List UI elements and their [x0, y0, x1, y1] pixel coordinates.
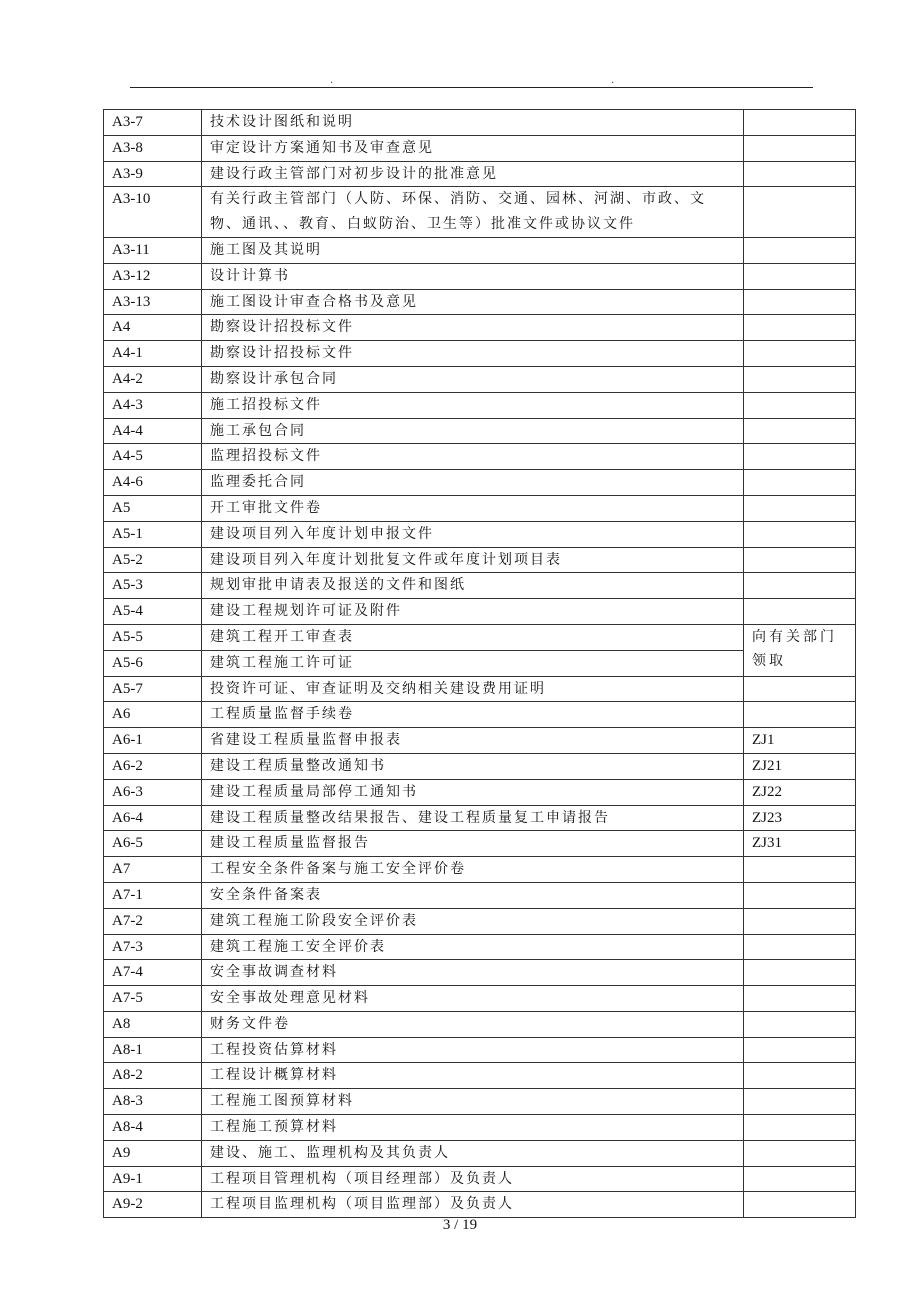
document-table [103, 109, 856, 1218]
row-note [744, 676, 856, 702]
row-code: A8-1 [104, 1037, 202, 1063]
row-code: A5-5 [104, 624, 202, 650]
row-code: A3-12 [104, 263, 202, 289]
row-code: A4-2 [104, 366, 202, 392]
row-name: 建筑工程施工安全评价表 [202, 934, 744, 960]
row-name: 设计计算书 [202, 263, 744, 289]
row-note [744, 444, 856, 470]
row-name: 施工承包合同 [202, 418, 744, 444]
row-note [744, 470, 856, 496]
table-row [104, 650, 856, 676]
row-note: ZJ22 [744, 779, 856, 805]
row-note [744, 521, 856, 547]
table-row [104, 110, 856, 136]
row-note [744, 1192, 856, 1218]
table-row [104, 135, 856, 161]
row-code: A8-2 [104, 1063, 202, 1089]
row-name: 建设工程规划许可证及附件 [202, 599, 744, 625]
row-name: 安全事故调查材料 [202, 960, 744, 986]
header-dot-right: . [611, 75, 615, 86]
row-name: 建设工程质量整改结果报告、建设工程质量复工申请报告 [202, 805, 744, 831]
table-row [104, 882, 856, 908]
row-note [744, 599, 856, 625]
row-code: A5-3 [104, 573, 202, 599]
row-code: A5-6 [104, 650, 202, 676]
row-note [744, 547, 856, 573]
row-name: 建设工程质量整改通知书 [202, 753, 744, 779]
table-row [104, 599, 856, 625]
row-name: 工程设计概算材料 [202, 1063, 744, 1089]
table-row [104, 934, 856, 960]
row-code: A5-7 [104, 676, 202, 702]
table-row [104, 547, 856, 573]
row-code: A7 [104, 857, 202, 883]
row-code: A9-1 [104, 1166, 202, 1192]
row-note [744, 237, 856, 263]
row-code: A6-1 [104, 728, 202, 754]
header-rule [130, 87, 813, 88]
row-note [744, 289, 856, 315]
table-row [104, 1063, 856, 1089]
page-number: 3 / 19 [442, 1217, 478, 1233]
row-note [744, 960, 856, 986]
row-note: ZJ23 [744, 805, 856, 831]
row-code: A5-1 [104, 521, 202, 547]
table-row [104, 1166, 856, 1192]
table-row [104, 366, 856, 392]
row-name: 建筑工程开工审查表 [202, 624, 744, 650]
row-name: 监理招投标文件 [202, 444, 744, 470]
table-row [104, 702, 856, 728]
row-note [744, 1037, 856, 1063]
table-row [104, 728, 856, 754]
header-dot-left: . [330, 75, 334, 86]
row-name: 投资许可证、审查证明及交纳相关建设费用证明 [202, 676, 744, 702]
row-name: 监理委托合同 [202, 470, 744, 496]
row-code: A3-10 [104, 187, 202, 238]
table-row [104, 444, 856, 470]
table-row [104, 805, 856, 831]
row-name: 勘察设计承包合同 [202, 366, 744, 392]
row-name: 建设、施工、监理机构及其负责人 [202, 1140, 744, 1166]
row-name: 勘察设计招投标文件 [202, 341, 744, 367]
table-row [104, 908, 856, 934]
table-row [104, 315, 856, 341]
row-note: 向有关部门领取 [744, 624, 856, 676]
row-name: 工程安全条件备案与施工安全评价卷 [202, 857, 744, 883]
row-code: A6-4 [104, 805, 202, 831]
row-note [744, 702, 856, 728]
table-row [104, 1115, 856, 1141]
row-code: A6-5 [104, 831, 202, 857]
row-note [744, 1063, 856, 1089]
table-row [104, 521, 856, 547]
row-code: A3-13 [104, 289, 202, 315]
row-name: 安全事故处理意见材料 [202, 986, 744, 1012]
row-note [744, 1089, 856, 1115]
row-code: A9-2 [104, 1192, 202, 1218]
row-note [744, 341, 856, 367]
row-name: 建设工程质量监督报告 [202, 831, 744, 857]
row-code: A8-4 [104, 1115, 202, 1141]
row-note: ZJ1 [744, 728, 856, 754]
table-row [104, 341, 856, 367]
table-row [104, 289, 856, 315]
row-note [744, 161, 856, 187]
row-name: 工程投资估算材料 [202, 1037, 744, 1063]
row-name: 建筑工程施工许可证 [202, 650, 744, 676]
row-code: A9 [104, 1140, 202, 1166]
table-row [104, 392, 856, 418]
row-note [744, 934, 856, 960]
row-code: A7-1 [104, 882, 202, 908]
table-row [104, 187, 856, 238]
row-code: A3-8 [104, 135, 202, 161]
row-name: 省建设工程质量监督申报表 [202, 728, 744, 754]
row-note [744, 315, 856, 341]
row-note [744, 187, 856, 238]
row-name: 工程施工图预算材料 [202, 1089, 744, 1115]
row-name: 开工审批文件卷 [202, 495, 744, 521]
row-note [744, 1011, 856, 1037]
row-code: A8 [104, 1011, 202, 1037]
row-name: 建设项目列入年度计划申报文件 [202, 521, 744, 547]
table-row [104, 753, 856, 779]
row-note [744, 1166, 856, 1192]
row-name: 安全条件备案表 [202, 882, 744, 908]
row-code: A3-7 [104, 110, 202, 136]
row-name: 建设项目列入年度计划批复文件或年度计划项目表 [202, 547, 744, 573]
row-name: 施工图及其说明 [202, 237, 744, 263]
row-code: A3-11 [104, 237, 202, 263]
row-code: A5-2 [104, 547, 202, 573]
row-name: 勘察设计招投标文件 [202, 315, 744, 341]
row-note: ZJ31 [744, 831, 856, 857]
row-note [744, 857, 856, 883]
row-name: 财务文件卷 [202, 1011, 744, 1037]
row-name: 工程项目管理机构（项目经理部）及负责人 [202, 1166, 744, 1192]
table-row [104, 1140, 856, 1166]
row-note [744, 392, 856, 418]
row-note [744, 573, 856, 599]
row-code: A5 [104, 495, 202, 521]
table-row [104, 831, 856, 857]
table-row [104, 1089, 856, 1115]
row-code: A5-4 [104, 599, 202, 625]
table-row [104, 418, 856, 444]
table-row [104, 857, 856, 883]
table-row [104, 960, 856, 986]
table-row [104, 1011, 856, 1037]
table-row [104, 624, 856, 650]
row-code: A3-9 [104, 161, 202, 187]
row-code: A4-6 [104, 470, 202, 496]
table-row [104, 1037, 856, 1063]
table-row [104, 676, 856, 702]
row-code: A7-5 [104, 986, 202, 1012]
row-note [744, 882, 856, 908]
row-note: ZJ21 [744, 753, 856, 779]
row-note [744, 263, 856, 289]
row-note [744, 366, 856, 392]
row-code: A4-5 [104, 444, 202, 470]
row-name: 建设行政主管部门对初步设计的批准意见 [202, 161, 744, 187]
table-row [104, 779, 856, 805]
row-name: 工程施工预算材料 [202, 1115, 744, 1141]
row-name: 施工招投标文件 [202, 392, 744, 418]
row-code: A4-3 [104, 392, 202, 418]
table-row [104, 986, 856, 1012]
row-code: A4 [104, 315, 202, 341]
row-note [744, 418, 856, 444]
row-code: A6-3 [104, 779, 202, 805]
table-row [104, 237, 856, 263]
table-row [104, 470, 856, 496]
row-code: A4-1 [104, 341, 202, 367]
row-name: 施工图设计审查合格书及意见 [202, 289, 744, 315]
row-name: 工程质量监督手续卷 [202, 702, 744, 728]
row-code: A7-2 [104, 908, 202, 934]
table-row [104, 573, 856, 599]
row-code: A7-4 [104, 960, 202, 986]
row-code: A6 [104, 702, 202, 728]
row-note [744, 135, 856, 161]
row-note [744, 908, 856, 934]
row-code: A7-3 [104, 934, 202, 960]
row-name: 审定设计方案通知书及审查意见 [202, 135, 744, 161]
row-note [744, 1115, 856, 1141]
row-name: 技术设计图纸和说明 [202, 110, 744, 136]
row-name: 建筑工程施工阶段安全评价表 [202, 908, 744, 934]
row-name: 有关行政主管部门（人防、环保、消防、交通、园林、河湖、市政、文物、通讯、、教育、白蚁防治、卫生等）批准文件或协议文件 [202, 187, 744, 238]
table-row [104, 495, 856, 521]
row-name: 规划审批申请表及报送的文件和图纸 [202, 573, 744, 599]
row-note [744, 495, 856, 521]
row-note [744, 986, 856, 1012]
row-note [744, 1140, 856, 1166]
row-note [744, 110, 856, 136]
table-row [104, 263, 856, 289]
row-code: A6-2 [104, 753, 202, 779]
table-row [104, 161, 856, 187]
row-code: A8-3 [104, 1089, 202, 1115]
row-name: 工程项目监理机构（项目监理部）及负责人 [202, 1192, 744, 1218]
row-name: 建设工程质量局部停工通知书 [202, 779, 744, 805]
table-row [104, 1192, 856, 1218]
table-body [104, 110, 856, 1218]
row-code: A4-4 [104, 418, 202, 444]
